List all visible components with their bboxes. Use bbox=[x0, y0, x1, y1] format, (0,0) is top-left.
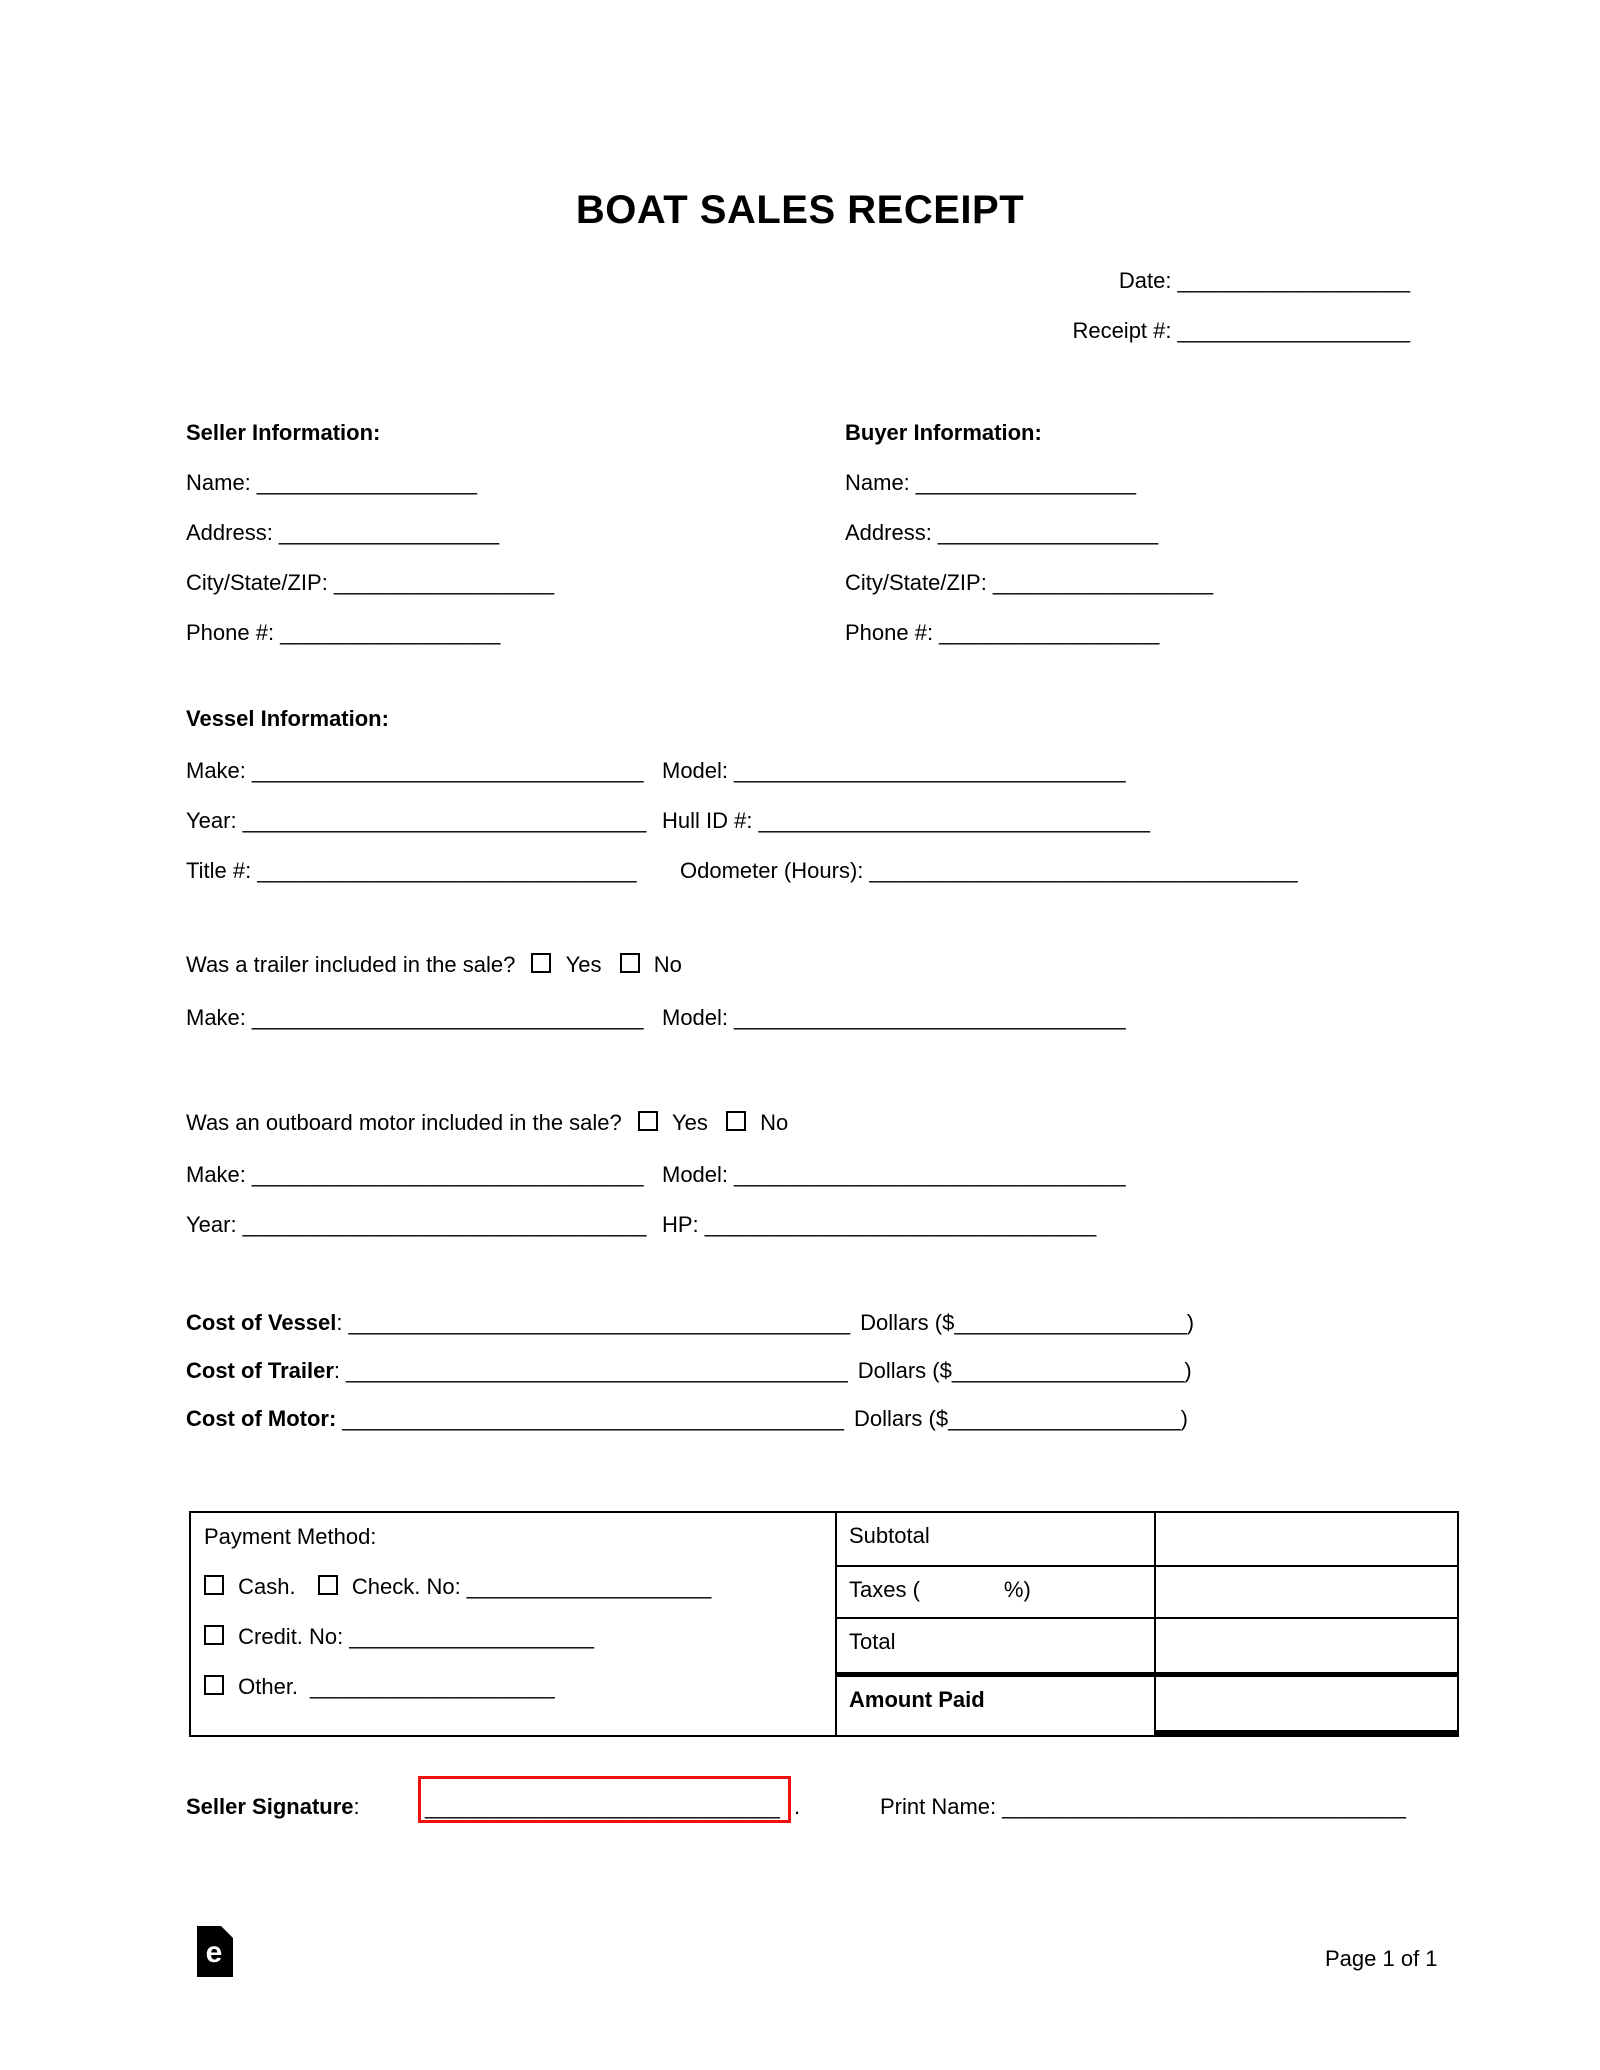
cost-of-vessel-close-paren: ) bbox=[1186, 1310, 1195, 1335]
trailer-make-label: Make: bbox=[186, 1005, 246, 1030]
print-name-blank[interactable]: _________________________________ bbox=[1002, 1794, 1406, 1819]
payment-cash-check-line bbox=[204, 1574, 835, 1600]
trailer-no-label: No bbox=[653, 952, 682, 977]
motor-year-line bbox=[186, 1212, 646, 1238]
cost-of-vessel-amount-blank[interactable]: ___________________ bbox=[954, 1310, 1187, 1335]
motor-question-text: Was an outboard motor included in the sale? bbox=[186, 1110, 622, 1135]
total-value-cell[interactable] bbox=[1154, 1617, 1457, 1672]
seller-phone-line bbox=[186, 620, 500, 646]
motor-model-blank[interactable]: ________________________________ bbox=[734, 1162, 1126, 1187]
trailer-model-line bbox=[662, 1005, 1126, 1031]
vessel-hull-id-line bbox=[662, 808, 1150, 834]
motor-hp-line bbox=[662, 1212, 1096, 1238]
buyer-phone-line bbox=[845, 620, 1159, 646]
vessel-odometer-label: Odometer (Hours): bbox=[680, 858, 864, 883]
motor-make-blank[interactable]: ________________________________ bbox=[251, 1162, 644, 1187]
check-checkbox[interactable] bbox=[318, 1575, 338, 1595]
cost-of-trailer-label: Cost of Trailer bbox=[186, 1358, 334, 1383]
cost-of-vessel-line bbox=[186, 1310, 1194, 1336]
cost-of-trailer-blank[interactable]: _________________________________________ bbox=[346, 1358, 848, 1383]
motor-hp-blank[interactable]: ________________________________ bbox=[704, 1212, 1097, 1237]
date-blank[interactable]: ___________________ bbox=[1177, 268, 1410, 293]
total-label-cell: Total bbox=[835, 1617, 1154, 1672]
cost-of-motor-label: Cost of Motor: bbox=[186, 1406, 337, 1431]
taxes-label-cell bbox=[835, 1565, 1154, 1617]
cash-label: Cash. bbox=[238, 1574, 296, 1599]
seller-name-line bbox=[186, 470, 477, 496]
cost-of-trailer-line bbox=[186, 1358, 1192, 1384]
seller-signature-colon: : bbox=[353, 1794, 360, 1819]
buyer-name-blank[interactable]: __________________ bbox=[915, 470, 1137, 495]
date-line bbox=[1119, 268, 1410, 294]
trailer-model-label: Model: bbox=[662, 1005, 729, 1030]
seller-name-label: Name: bbox=[186, 470, 251, 495]
taxes-suffix: %) bbox=[1003, 1577, 1031, 1602]
cost-of-trailer-close-paren: ) bbox=[1184, 1358, 1192, 1383]
signature-period: . bbox=[794, 1794, 801, 1819]
seller-phone-blank[interactable]: __________________ bbox=[280, 620, 501, 645]
receipt-number-line bbox=[1072, 318, 1410, 344]
seller-city-blank[interactable]: __________________ bbox=[333, 570, 555, 595]
vessel-title-label: Title #: bbox=[186, 858, 252, 883]
motor-hp-label: HP: bbox=[662, 1212, 699, 1237]
cost-of-trailer-amount-blank[interactable]: ___________________ bbox=[951, 1358, 1185, 1383]
receipt-number-label: Receipt #: bbox=[1072, 318, 1172, 343]
buyer-address-line bbox=[845, 520, 1158, 546]
seller-signature-blank-line bbox=[425, 1794, 780, 1820]
motor-yes-label: Yes bbox=[672, 1110, 708, 1135]
payment-method-cell bbox=[191, 1513, 835, 1735]
buyer-city-line bbox=[845, 570, 1213, 596]
date-label: Date: bbox=[1118, 268, 1172, 293]
vessel-model-line bbox=[662, 758, 1126, 784]
seller-city-label: City/State/ZIP: bbox=[186, 570, 328, 595]
amount-paid-bottom-rule bbox=[1154, 1730, 1457, 1735]
trailer-question-line bbox=[186, 952, 682, 978]
vessel-make-blank[interactable]: ________________________________ bbox=[251, 758, 644, 783]
motor-yes-checkbox[interactable] bbox=[638, 1111, 658, 1131]
cost-of-motor-line bbox=[186, 1406, 1188, 1432]
cash-checkbox[interactable] bbox=[204, 1575, 224, 1595]
trailer-no-checkbox[interactable] bbox=[620, 953, 640, 973]
buyer-name-label: Name: bbox=[845, 470, 910, 495]
motor-make-label: Make: bbox=[186, 1162, 246, 1187]
other-label: Other. bbox=[238, 1674, 299, 1699]
seller-signature-blank[interactable]: _____________________________ bbox=[425, 1794, 780, 1819]
seller-phone-label: Phone #: bbox=[186, 620, 275, 645]
taxes-prefix: Taxes ( bbox=[849, 1577, 920, 1602]
buyer-address-label: Address: bbox=[845, 520, 932, 545]
vessel-hull-id-blank[interactable]: ________________________________ bbox=[758, 808, 1151, 833]
buyer-info-heading: Buyer Information: bbox=[845, 420, 1042, 445]
seller-address-line bbox=[186, 520, 499, 546]
vessel-odometer-blank[interactable]: ___________________________________ bbox=[869, 858, 1298, 883]
page-title: BOAT SALES RECEIPT bbox=[575, 188, 1025, 232]
motor-question-line bbox=[186, 1110, 788, 1136]
vessel-odometer-line bbox=[680, 858, 1298, 884]
vessel-title-line bbox=[186, 858, 637, 884]
cost-of-vessel-label: Cost of Vessel bbox=[186, 1310, 337, 1335]
buyer-phone-blank[interactable]: __________________ bbox=[939, 620, 1160, 645]
buyer-address-blank[interactable]: __________________ bbox=[937, 520, 1159, 545]
page-number-text: Page 1 of 1 bbox=[1325, 1946, 1438, 1971]
trailer-make-blank[interactable]: ________________________________ bbox=[251, 1005, 644, 1030]
taxes-value-cell[interactable] bbox=[1154, 1565, 1457, 1617]
seller-name-blank[interactable]: __________________ bbox=[256, 470, 478, 495]
eforms-logo bbox=[197, 1926, 233, 1977]
motor-make-line bbox=[186, 1162, 643, 1188]
seller-city-line bbox=[186, 570, 554, 596]
motor-year-blank[interactable]: _________________________________ bbox=[242, 1212, 647, 1237]
buyer-phone-label: Phone #: bbox=[845, 620, 934, 645]
buyer-name-line bbox=[845, 470, 1136, 496]
payment-method-heading: Payment Method: bbox=[204, 1524, 377, 1549]
seller-signature-line bbox=[186, 1794, 360, 1820]
other-blank[interactable]: ____________________ bbox=[310, 1674, 555, 1699]
payment-other-line bbox=[204, 1674, 835, 1700]
check-number-blank[interactable]: ____________________ bbox=[466, 1574, 712, 1599]
trailer-question-text: Was a trailer included in the sale? bbox=[186, 952, 516, 977]
credit-number-blank[interactable]: ____________________ bbox=[349, 1624, 594, 1649]
cost-of-motor-close-paren: ) bbox=[1180, 1406, 1188, 1431]
vessel-year-label: Year: bbox=[186, 808, 237, 833]
seller-address-blank[interactable]: __________________ bbox=[278, 520, 500, 545]
seller-info-heading: Seller Information: bbox=[186, 420, 381, 445]
trailer-make-line bbox=[186, 1005, 643, 1031]
motor-year-label: Year: bbox=[186, 1212, 237, 1237]
motor-model-label: Model: bbox=[662, 1162, 729, 1187]
trailer-yes-checkbox[interactable] bbox=[531, 953, 551, 973]
print-name-label: Print Name: bbox=[880, 1794, 997, 1819]
vessel-year-blank[interactable]: _________________________________ bbox=[242, 808, 647, 833]
print-name-line bbox=[880, 1794, 1406, 1820]
vessel-make-line bbox=[186, 758, 643, 784]
seller-address-label: Address: bbox=[186, 520, 273, 545]
other-checkbox[interactable] bbox=[204, 1675, 224, 1695]
cost-of-vessel-dollars-label: Dollars ($ bbox=[860, 1310, 955, 1335]
vessel-model-label: Model: bbox=[662, 758, 729, 783]
buyer-city-blank[interactable]: __________________ bbox=[992, 570, 1214, 595]
cost-of-motor-blank[interactable]: _________________________________________ bbox=[342, 1406, 844, 1431]
amount-paid-value-cell[interactable] bbox=[1154, 1672, 1457, 1735]
cost-of-trailer-dollars-label: Dollars ($ bbox=[857, 1358, 952, 1383]
amount-paid-label-cell: Amount Paid bbox=[835, 1672, 1154, 1735]
payment-summary-table bbox=[189, 1511, 1459, 1737]
check-label: Check. No: bbox=[351, 1574, 461, 1599]
subtotal-label-cell: Subtotal bbox=[835, 1513, 1154, 1565]
cost-of-vessel-colon: : bbox=[336, 1310, 343, 1335]
vessel-make-label: Make: bbox=[186, 758, 246, 783]
motor-no-checkbox[interactable] bbox=[726, 1111, 746, 1131]
receipt-number-blank[interactable]: ___________________ bbox=[1177, 318, 1410, 343]
trailer-model-blank[interactable]: ________________________________ bbox=[734, 1005, 1126, 1030]
buyer-city-label: City/State/ZIP: bbox=[845, 570, 987, 595]
cost-of-vessel-blank[interactable]: _________________________________________ bbox=[348, 1310, 851, 1335]
cost-of-motor-dollars-label: Dollars ($ bbox=[853, 1406, 949, 1431]
vessel-info-heading: Vessel Information: bbox=[186, 706, 389, 731]
motor-no-label: No bbox=[760, 1110, 789, 1135]
payment-credit-line bbox=[204, 1624, 835, 1650]
seller-signature-label: Seller Signature bbox=[186, 1794, 354, 1819]
cost-of-trailer-colon: : bbox=[333, 1358, 341, 1383]
vessel-year-line bbox=[186, 808, 646, 834]
credit-label: Credit. No: bbox=[238, 1624, 344, 1649]
motor-model-line bbox=[662, 1162, 1126, 1188]
cost-of-motor-amount-blank[interactable]: ___________________ bbox=[948, 1406, 1181, 1431]
vessel-hull-id-label: Hull ID #: bbox=[662, 808, 753, 833]
vessel-title-blank[interactable]: _______________________________ bbox=[257, 858, 637, 883]
credit-checkbox[interactable] bbox=[204, 1625, 224, 1645]
subtotal-value-cell[interactable] bbox=[1154, 1513, 1457, 1565]
trailer-yes-label: Yes bbox=[565, 952, 602, 977]
eforms-logo-letter: e bbox=[205, 1936, 223, 1969]
vessel-model-blank[interactable]: ________________________________ bbox=[734, 758, 1126, 783]
